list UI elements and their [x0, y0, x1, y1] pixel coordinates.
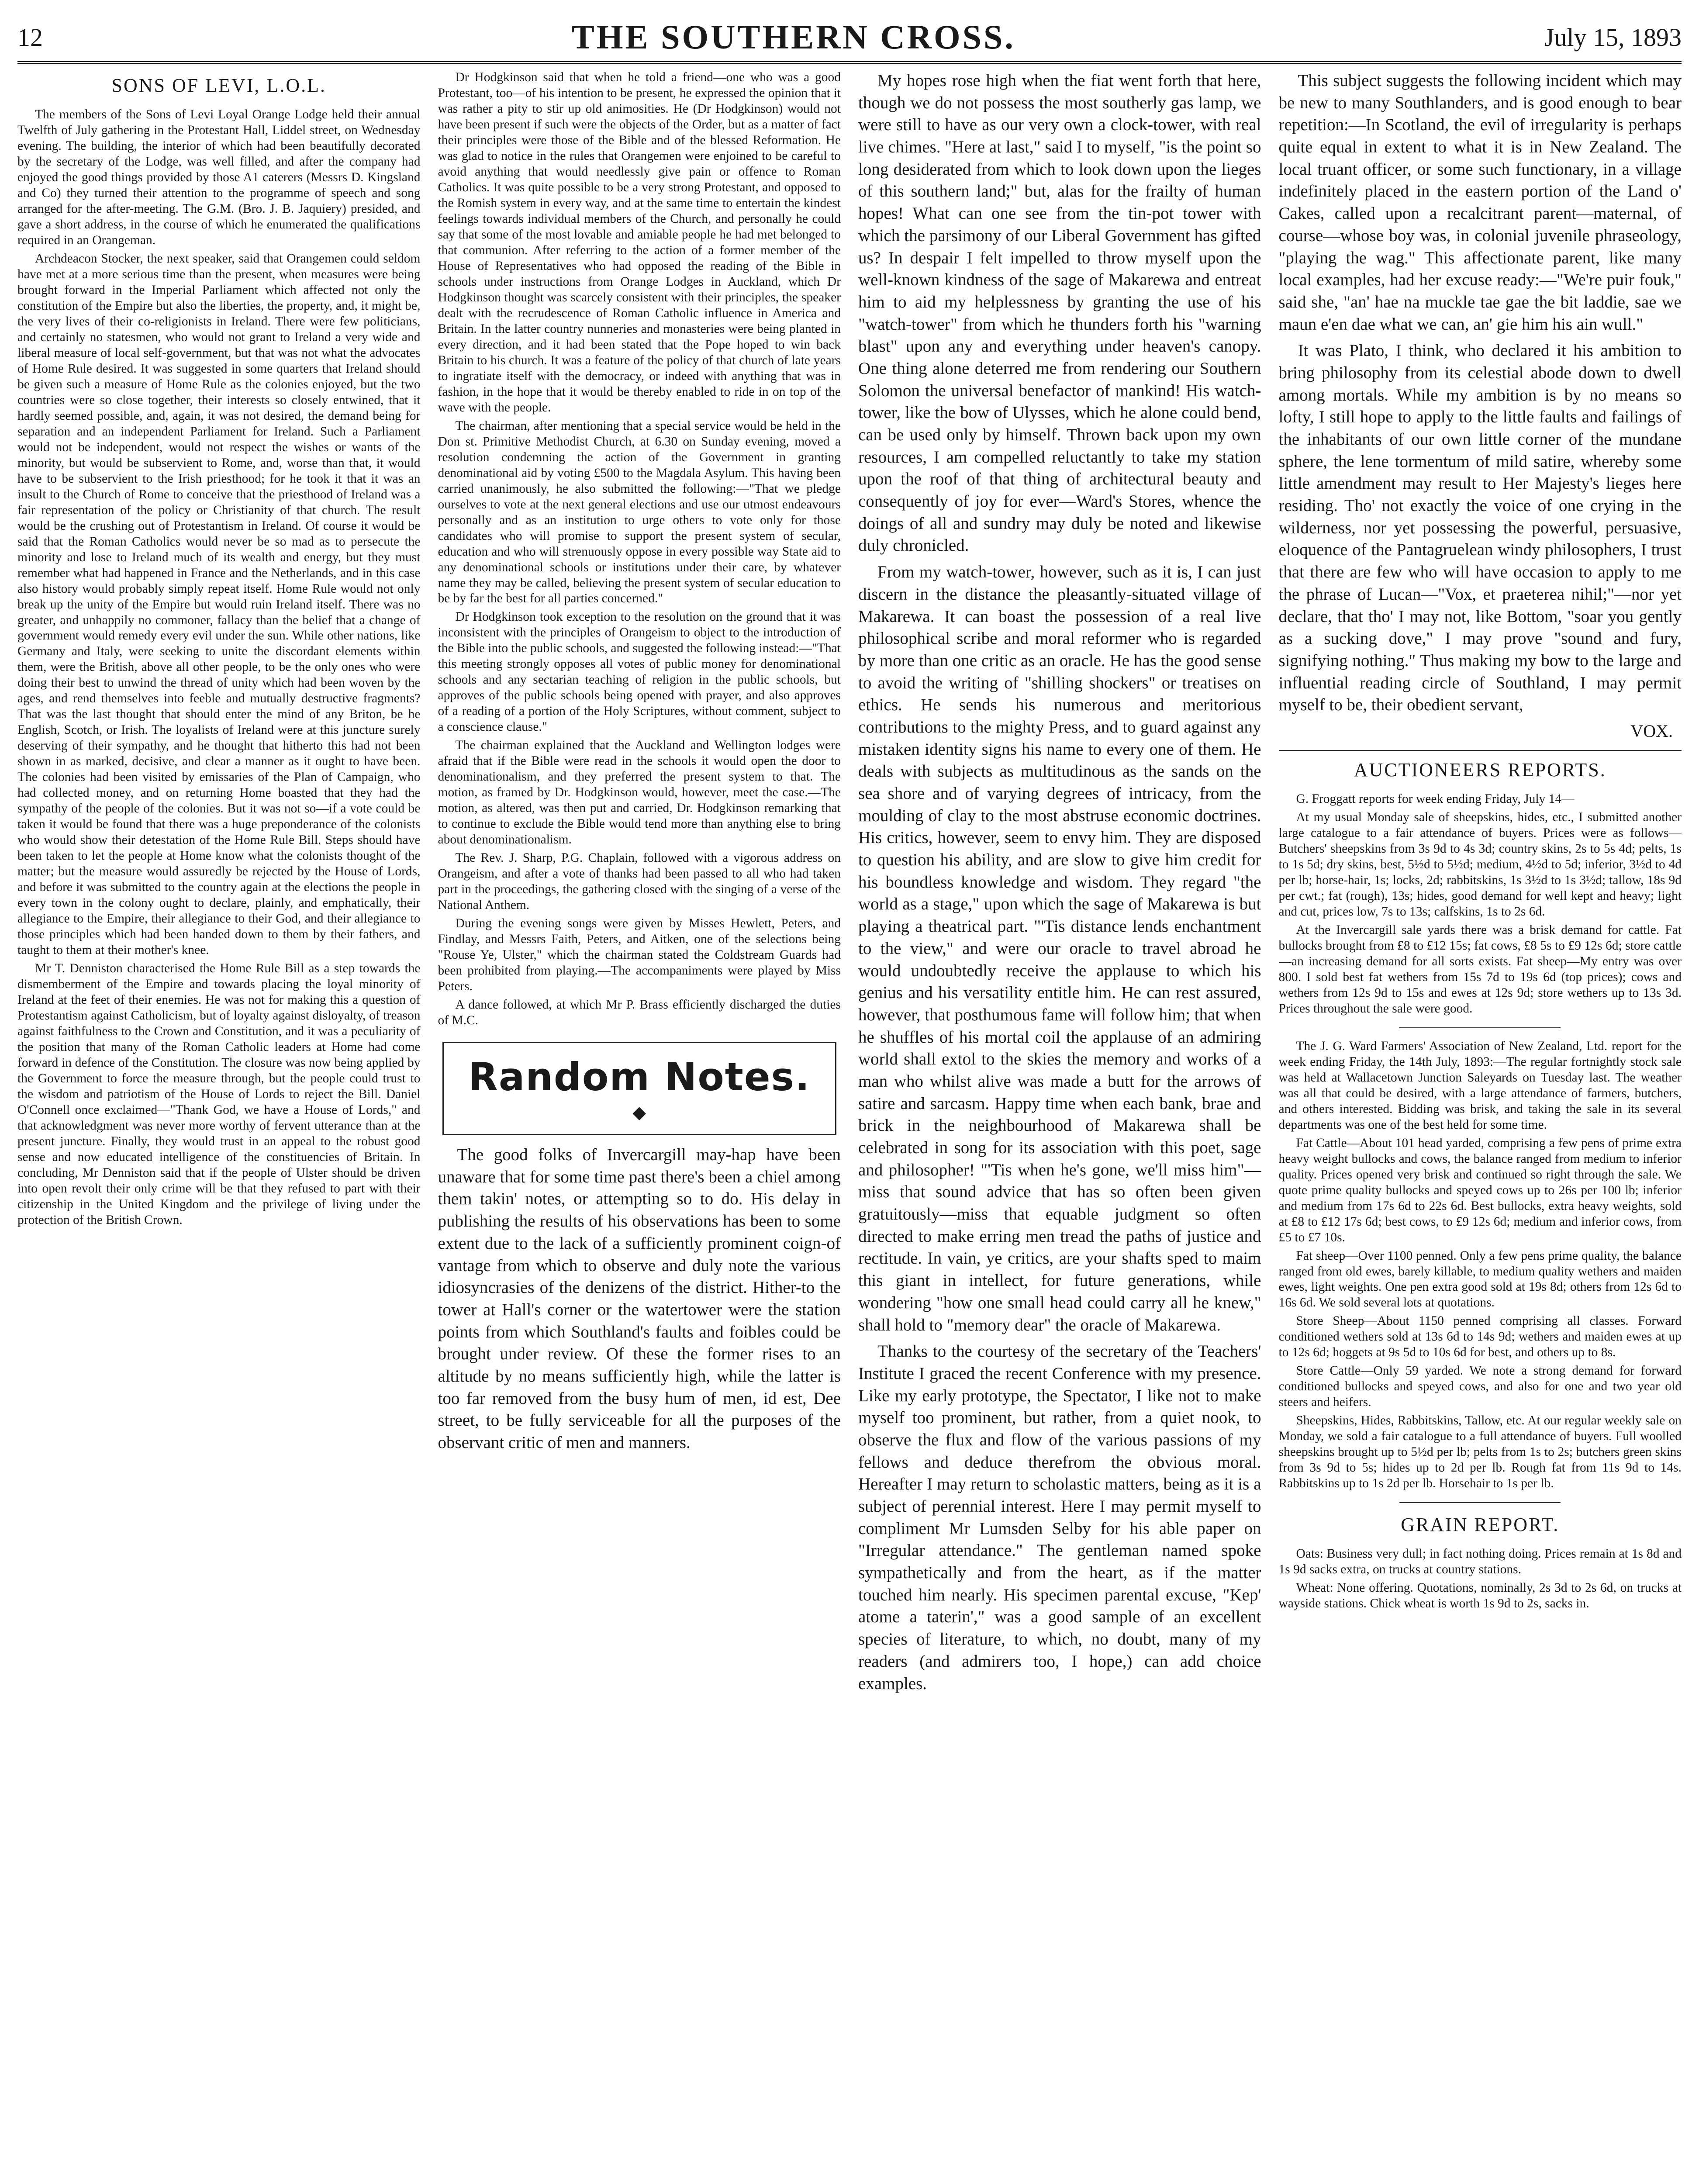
divider	[1399, 1027, 1561, 1028]
article-paragraph: Dr Hodgkinson took exception to the resolution on the ground that it was inconsistent with the principles of Orangeism to object to the introduction of the Bible into the public schools, and suggested the following instead:—"That this meeting strongly opposes all votes of public money for denominational schools and any sectarian teaching of religion in the public schools, but approves of the public schools being opened with prayer, and also approves of a reading of a portion of the Holy Scriptures, without comment, subject to a conscience clause."	[438, 610, 841, 734]
random-notes-banner	[442, 1042, 837, 1135]
article-paragraph: Store Sheep—About 1150 penned comprising all classes. Forward conditioned wethers sold at 13s 6d to 14s 9d; wethers and maiden ewes at up to 12s 6d; hoggets at 9s 5d to 10s 6d for best, and others up to 8s.	[1278, 1314, 1682, 1360]
auctioneers-section	[1279, 759, 1682, 1612]
article-paragraph: Archdeacon Stocker, the next speaker, said that Orangemen could seldom have met at a more serious time than the present, when measures were being brought forward in the Imperial Parliament which affected not only the constitution of the Empire but also the liberties, the property, and, it might be, the very lives of their co-religionists in Ireland. There were few politicians, and certainly no statesmen, who would not grant to Ireland a very wide and liberal measure of local self-government, but that was not what the advocates of Home Rule desired. It was suggested in some quarters that Ireland should be given such a measure of Home Rule as the colonies enjoyed, but the two countries were so close together, their interests so closely entwined, that it hardly seemed possible, and, again, it was not desired, the demand being for separation and an independent Parliament for Ireland. Such a Parliament would not be independent, would not respect the wishes or wants of the minority, but would be subservient to Rome, and, worse than that, it would have to be subservient to the Irish priesthood; for he took it that it was an insult to the Church of Rome to conceive that the priesthood of Ireland was a fair representation of the policy or Christianity of that church. The result would be the crushing out of Protestantism in Ireland. Of course it would be said that the Roman Catholics would never be so mad as to persecute the minority and lose to Ireland much of its wealth and energy, but they must remember what had happened in France and the Netherlands, and in this case also history would probably simply repeat itself. Home Rule would not only break up the unity of the Empire but would ruin Ireland itself. There was no greater, and unhappily no commoner, fallacy than the belief that a change of government would remedy every evil under the sun. While other nations, like Germany and Italy, were seeking to unite the discordant elements within them, were the British, above all other people, to be the only ones who were doing their best to unwind the thread of unity which had been woven by the ages, and rend themselves into feeble and mutually destructive fragments? That was the last thought that should enter the mind of any Briton, be he English, Scotch, or Irish. The loyalists of Ireland were at this juncture surely deserving of their sympathy, and he thought that hitherto this had not been shown in as marked, decisive, and clear a manner as it ought to have been. The colonies had been visited by emissaries of the Plan of Campaign, who had collected money, and on returning Home boasted that they had the sympathy of the people of the colonies. But it was not so—if a vote could be taken it would be found that there was a huge preponderance of the colonists who would show their detestation of the Home Rule Bill. Steps should have been taken to let the people at Home know what the colonists thought of the matter; but the measure would assuredly be rejected by the House of Lords, and before it was submitted to the country again at the elections the people in every town in the colony ought to declare, plainly, and emphatically, their allegiance to the Empire, their allegiance to their God, and their allegiance to those principles which had been handed down to them by their fathers, and taught to them at their mother's knee.	[17, 251, 421, 957]
divider	[1279, 750, 1682, 751]
article-paragraph: Dr Hodgkinson said that when he told a friend—one who was a good Protestant, too—of his intention to be present, he expressed the opinion that it was rather a pity to stir up old animosities. He (Dr Hodgkinson) would not have been present if such were the objects of the Order, but as a matter of fact their principles were those of the Bible and of the blessed Reformation. He was glad to notice in the rules that Orangemen were enjoined to be careful to avoid anything that would needlessly give pain or offence to Roman Catholics. It was quite possible to be a very strong Protestant, and opposed to the Romish system in every way, and at the same time to entertain the kindest feelings towards individual members of the Church, and personally he could say that some of the most lovable and amiable people he had met belonged to that communion. After referring to the action of a former member of the House of Representatives who had opposed the reading of the Bible in schools under instructions from Orange Lodges in Auckland, which Dr Hodgkinson thought was scarcely consistent with their principles, the speaker dealt with the recrudescence of Roman Catholic influence in America and Britain. In the latter country nunneries and monasteries were being planted in every direction, and it had been stated that the Pope hoped to win back Britain to his church. It was a feature of the policy of that church of late years to ingratiate itself with the democracy, or indeed with anything that was in fashion, in the hope that it would be thereby enabled to ride in on top of the wave with the people.	[438, 70, 841, 415]
article-paragraph: The members of the Sons of Levi Loyal Orange Lodge held their annual Twelfth of July gathering in the Protestant Hall, Liddel street, on Wednesday evening. The building, the interior of which had been beautifully decorated by the secretary of the Lodge, was well filled, and after the company had enjoyed the good things provided by those A1 caterers (Messrs D. Kingsland and Co) they turned their attention to the programme of speech and song arranged for the after-meeting. The G.M. (Bro. J. B. Jaquiery) presided, and gave a short address, in the course of which he enumerated the qualifications required in an Orangeman.	[17, 107, 421, 247]
article-columns	[17, 70, 1682, 2184]
article-paragraph: My hopes rose high when the fiat went forth that here, though we do not possess the most southerly gas lamp, we were still to have as our very own a clock-tower, with real live chimes. "Here at last," said I to myself, "is the point so long desiderated from which to look down upon the lieges of this southern land;" but, alas for the frailty of human hopes! What can one see from the tin-pot tower with which the parsimony of our Liberal Government has gifted us? In despair I felt impelled to throw myself upon the well-known kindness of the sage of Makarewa and entreat him to aid my helplessness by granting the use of his "watch-tower" from which he thunders forth his "warning blast" upon any and everything under heaven's canopy. One thing alone deterred me from rendering our Southern Solomon the universal benefactor of mankind! His watch-tower, like the bow of Ulysses, which he alone could bend, can be used only by himself. Thrown back upon my own resources, I am compelled reluctantly to take my station upon the roof of that thing of architectural beauty and consequently of joy for ever—Ward's Stores, whence the doings of all and sundry may duly be noted and likewise duly chronicled.	[858, 71, 1261, 555]
ornament-icon: ◆	[632, 1102, 646, 1123]
article-paragraph: G. Froggatt reports for week ending Friday, July 14—	[1296, 791, 1575, 806]
random-notes-start	[438, 1144, 841, 1454]
article-paragraph: Sheepskins, Hides, Rabbitskins, Tallow, etc. At our regular weekly sale on Monday, we sold a fair catalogue to a full attendance of buyers. Full woolled sheepskins brought up to 5½d per lb; pelts from 1s to 2s; butchers green skins from 3s 9d to 5s; hides up to 2d per lb. Rough fat from 11s 9d to 14s. Rabbitskins up to 1s 2d per lb. Horsehair to 1s per lb.	[1278, 1413, 1682, 1491]
issue-date: July 15, 1893	[1544, 23, 1682, 52]
article-paragraph: During the evening songs were given by Misses Hewlett, Peters, and Findlay, and Messrs Faith, Peters, and Aitken, one of the selections being "Rouse Ye, Ulster," which the chairman stated the Coldstream Guards had been prohibited from playing.—The accompaniments were played by Miss Peters.	[438, 916, 841, 994]
article-paragraph: Mr T. Denniston characterised the Home Rule Bill as a step towards the dismemberment of the Empire and towards placing the loyal minority of Ireland at the feet of their enemies. He was not for making this a question of Protestantism against Catholicism, but of loyalty against disloyalty, of treason against faithfulness to the Crown and Constitution, and it was a peculiarity of the position that many of the Roman Catholic leaders at Home had come forward in defence of the Constitution. The closure was now being applied by the Government to force the measure through, but the people could trust to the wisdom and patriotism of the House of Lords to reject the Bill. Daniel O'Connell once exclaimed—"Thank God, we have a House of Lords," and that acknowledgment was never more worthy of fervent utterance than at the present juncture. Finally, they would trust in an appeal to the robust good sense and now educated intelligence of the constituencies of Britain. In concluding, Mr Denniston said that if the people of Ulster should be driven into open revolt their only crime will be that they refused to part with their citizenship in the United Kingdom and the privilege of living under the protection of the British Crown.	[17, 961, 421, 1227]
divider	[1399, 1502, 1561, 1503]
random-notes-end	[1279, 70, 1682, 741]
article-paragraph: The Rev. J. Sharp, P.G. Chaplain, followed with a vigorous address on Orangeism, and after a vote of thanks had been passed to all who had taken part in the proceedings, the gathering closed with the singing of a verse of the National Anthem.	[438, 851, 841, 912]
article-paragraph: At my usual Monday sale of sheepskins, hides, etc., I submitted another large catalogue to a fair attendance of buyers. Prices were as follows—Butchers' sheepskins from 3s 9d to 4s 3d; country skins, 2s to 5s 4d; pelts, 1s to 1s 5d; dry skins, best, 5½d to 5½d; medium, 4½d to 5d; inferior, 3½d to 4d per lb; horse-hair, 1s; locks, 2d; rabbitskins, 1s 3½d to 1s 3½d; tallow, 18s 9d per cwt.; fat (rough), 13s; hides, good demand for well kept and heavy; light and cut, prices low, 7s to 13s; calfskins, 1s to 2s 6d.	[1278, 810, 1682, 919]
article-paragraph: At the Invercargill sale yards there was a brisk demand for cattle. Fat bullocks brought from £8 to £12 15s; fat cows, £8 5s to £9 12s 6d; store cattle—an increasing demand for all sorts exists. Fat sheep—My entry was over 800. I sold best fat wethers from 15s 7d to 19s 6d (top prices); cows and wethers from 12s 9d to 15s and ewes at 12s 9d; store wethers up to 13s 3d. Prices throughout the sale were good.	[1278, 923, 1682, 1016]
article-paragraph: It was Plato, I think, who declared it his ambition to bring philosophy from its celestial abode down to dwell among mortals. While my ambition is by no means so lofty, I still hope to apply to the little faults and failings of the inhabitants of our own little corner of the mundane sphere, the lene tormentum of mild satire, whereby some little amendment may result to Her Majesty's lieges here residing. Tho' not exactly the voice of one crying in the wilderness, nor yet possessing the powerful, persuasive, eloquence of the Pantagruelean windy philosophers, I trust that there are few who will have occasion to apply to me the phrase of Lucan—"Vox, et praeterea nihil;"—nor yet declare, that tho' I may not, like Bottom, "soar you gently as a sucking dove," I may prove "sound and fury, signifying nothing." Thus making my bow to the large and influential reading circle of Southland, I may permit myself to be, their obedient servant,	[1278, 341, 1682, 715]
article-paragraph: The good folks of Invercargill may-hap have been unaware that for some time past there's been a chiel among them takin' notes, or attempting so to do. His delay in publishing the results of his observations has been to some extent due to the lack of a sufficiently prominent coign-of vantage from which to observe and duly note the various idiosyncrasies of the denizens of the district. Hither-to the tower at Hall's corner or the watertower were the station points from which Southland's faults and foibles could be brought under review. Of these the former rises to an altitude by no means sufficiently high, while the latter is too far removed from the busy hum of men, id est, Dee street, to be fully serviceable for all the purposes of the observant critic of men and manners.	[438, 1145, 841, 1452]
article-paragraph: Wheat: None offering. Quotations, nominally, 2s 3d to 2s 6d, on trucks at wayside stations. Chick wheat is worth 1s 9d to 2s, sacks in.	[1278, 1581, 1682, 1611]
article-paragraph: The J. G. Ward Farmers' Association of New Zealand, Ltd. report for the week ending Friday, the 14th July, 1893:—The regular fortnightly stock sale was held at Wallacetown Junction Saleyards on Tuesday last. The weather was all that could be desired, with a large attendance of farmers, butchers, and others interested. Bidding was brisk, and taking the sale in its several departments was one of the best held for some time.	[1278, 1039, 1682, 1132]
column-2	[438, 70, 841, 2184]
masthead	[17, 13, 1682, 64]
article-paragraph: Thanks to the courtesy of the secretary of the Teachers' Institute I graced the recent Conference with my presence. Like my early prototype, the Spectator, I like not to make myself too prominent, but rather, from a quiet nook, to observe the flux and flow of the various passions of my fellows and deduce therefrom the obvious moral. Hereafter I may return to scholastic matters, being as it is a subject of perennial interest. Here I may permit myself to compliment Mr Lumsden Selby for his able paper on "Irregular attendance." The gentleman named spoke sympathetically and from the heart, as if the matter touched him nearly. His specimen parental excuse, "Kep' atome a taterin'," was a good sample of an excellent species of literature, to which, no doubt, many of my readers (and admirers too, I hope,) can add choice examples.	[858, 1342, 1261, 1693]
article-paragraph: Oats: Business very dull; in fact nothing doing. Prices remain at 1s 8d and 1s 9d sacks extra, on trucks at country stations.	[1278, 1547, 1682, 1577]
article-paragraph: The chairman explained that the Auckland and Wellington lodges were afraid that if the Bible were read in the schools it would open the door to denominationalism, and they preferred the present system to that. The motion, as framed by Dr. Hodgkinson would, however, meet the case.—The motion, as altered, was then put and carried, Dr. Hodgkinson remarking that to continue to exclude the Bible would tend more than anything else to bring about denominationalism.	[438, 738, 841, 847]
newspaper-title: THE SOUTHERN CROSS.	[571, 18, 1015, 56]
column-3	[858, 70, 1261, 2184]
signature: VOX.	[1630, 721, 1673, 741]
article-paragraph: Fat Cattle—About 101 head yarded, comprising a few pens of prime extra heavy weight bullocks and cows, the balance ranged from medium to inferior quality. Prices opened very brisk and continued so right through the sale. We quote prime quality bullocks and speyed cows up to 26s per 100 lb; inferior and medium from 17s 6d to 22s 6d. Best bullocks, extra heavy weights, sold at £8 to £12 17s 6d; best cows, to £9 12s 6d; medium and inferior cows, from £5 to £7 10s.	[1278, 1136, 1682, 1244]
column-1	[17, 70, 421, 2184]
article-paragraph: A dance followed, at which Mr P. Brass efficiently discharged the duties of M.C.	[438, 998, 841, 1028]
article-paragraph: Store Cattle—Only 59 yarded. We note a strong demand for forward conditioned bullocks and speyed cows, and also for one and two year old steers and heifers.	[1278, 1364, 1682, 1410]
article-heading-sons-of-levi: SONS OF LEVI, L.O.L.	[111, 75, 326, 96]
article-paragraph: The chairman, after mentioning that a special service would be held in the Don st. Primitive Methodist Church, at 6.30 on Sunday evening, moved a resolution condemning the action of the Government in granting denominational aid by voting £500 to the Magdala Asylum. This having been carried unanimously, he also submitted the following:—"That we pledge ourselves to vote at the next general elections and use our utmost endeavours personally and as an institution to urge others to vote only for those candidates who will promise to support the present system of secular, education and who will strenuously oppose in every possible way State aid to any denominational schools or institutions under their care, by whatever name they may be called, believing the present system of secular education to be by far the best for all parties concerned."	[438, 418, 841, 606]
article-paragraph: From my watch-tower, however, such as it is, I can just discern in the distance the pleasantly-situated village of Makarewa. It can boast the possession of a real live philosophical scribe and moral reformer who is regarded by more than one critic as an oracle. He has the good sense to avoid the writing of "shilling shockers" or treatises on ethics. He sends his numerous and meritorious contributions to the mighty Press, and to guard against any mistaken identity signs his name to every one of them. He deals with subjects as multitudinous as the sands on the sea shore and of varying degrees of intricacy, from the moulding of clay to the most abstruse economic doctrines. His critics, however, seem to envy him. They are disposed to question his ability, and are slow to give him credit for his boundless knowledge and wisdom. They regard "the world as a stage," upon which the sage of Makarewa is but playing a theatrical part. "'Tis distance lends enchantment to the view," and were our oracle to travel abroad he would undoubtedly receive the applause to which his genius and his versatility entitle him. He can rest assured, however, that posthumous fame will follow him; that when he shuffles of his mortal coil the applause of an admiring world shall extol to the skies the memory and works of a man who whilst alive was made a butt for the arrows of satire and sarcasm. Happy time when each bank, brae and brick in the neighbourhood of Makarewa shall be celebrated in song for its association with this poet, sage and philosopher! "'Tis when he's gone, we'll miss him"—miss that sound advice that has so often been given gratuitously—miss that equable judgment so often directed to make erring men tread the paths of justice and rectitude. In vain, ye critics, are your shafts sped to maim this giant in intellect, for future generations, while wondering "how one small head could carry all he knew," shall hold to "memory dear" the oracle of Makarewa.	[858, 563, 1261, 1334]
article-paragraph: This subject suggests the following incident which may be new to many Southlanders, and is good enough to bear repetition:—In Scotland, the evil of irregularity is perhaps quite equal in extent to what it is in New Zealand. The local truant officer, or some such functionary, in a village indefinitely placed in the eastern portion of the Land o' Cakes, called upon a recalcitrant parent—maternal, of course—whose boy was, in colonial juvenile phraseology, "playing the wag." This affectionate parent, like many local examples, had her excuse ready:—"We're puir fouk," said she, "an' hae na muckle tae gae the bit laddie, sae we maun e'en dae what we can, an' gie him his ain wull."	[1278, 71, 1682, 334]
column-4	[1279, 70, 1682, 2184]
random-notes-heading: Random Notes.	[468, 1054, 811, 1100]
page-number: 12	[17, 23, 43, 52]
article-paragraph: Fat sheep—Over 1100 penned. Only a few pens prime quality, the balance ranged from old ewes, barely killable, to medium quality wethers and maiden ewes, light weights. One pen extra good sold at 19s 8d; others from 12s 6d to 16s 6d. We sold several lots at quotations.	[1278, 1248, 1682, 1310]
article-heading-auctioneers: AUCTIONEERS REPORTS.	[1354, 759, 1606, 781]
article-heading-grain: GRAIN REPORT.	[1401, 1514, 1560, 1536]
